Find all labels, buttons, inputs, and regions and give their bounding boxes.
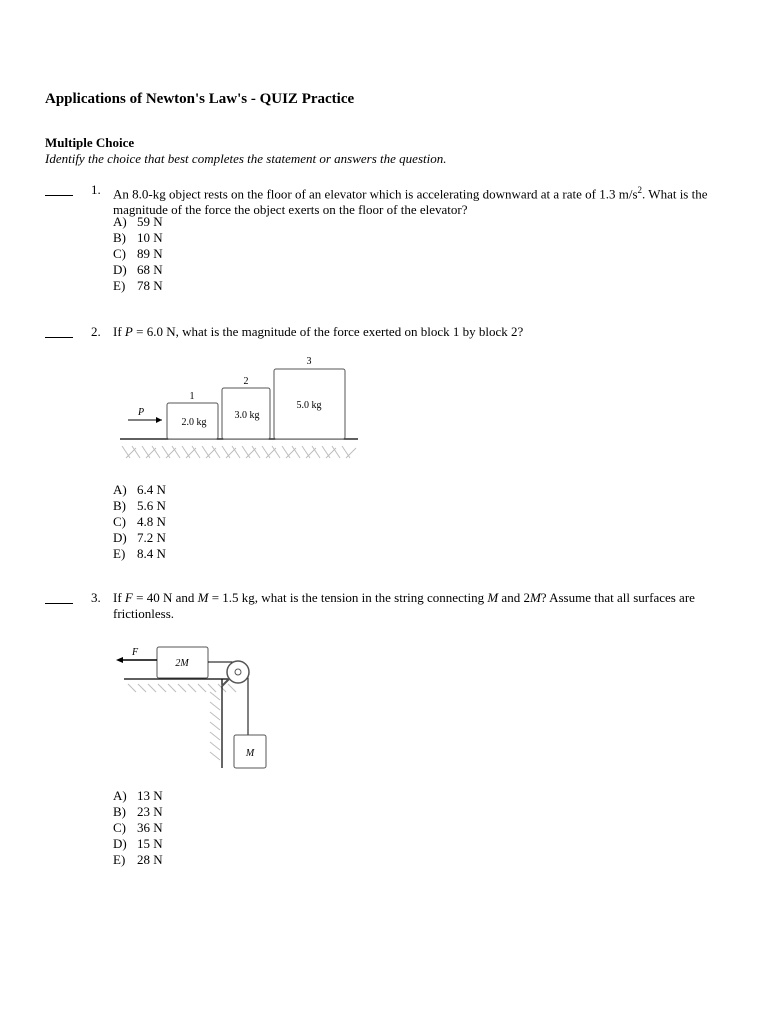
choice-c[interactable]: C) 89 N — [113, 246, 163, 261]
choice-b[interactable]: B) 10 N — [113, 230, 163, 245]
choice-list — [113, 788, 163, 868]
choice-b[interactable]: B) 5.6 N — [113, 498, 166, 513]
arrowhead-icon — [156, 417, 162, 423]
choice-d[interactable]: D) 15 N — [113, 836, 163, 851]
block-3-number: 3 — [306, 356, 312, 367]
block-2m-label: 2M — [175, 658, 189, 669]
choice-list — [113, 482, 166, 562]
force-label: F — [132, 647, 139, 658]
block-1-number: 1 — [189, 391, 195, 402]
answer-blank[interactable] — [45, 324, 73, 338]
choice-list — [113, 214, 163, 294]
choice-d[interactable]: D) 68 N — [113, 262, 163, 277]
answer-blank[interactable] — [45, 182, 73, 196]
force-label: P — [138, 407, 145, 418]
choice-c[interactable]: C) 36 N — [113, 820, 163, 835]
question-number: 3. — [91, 590, 101, 605]
choice-a[interactable]: A) 59 N — [113, 214, 163, 229]
question-text: If F = 40 N and M = 1.5 kg, what is the tension in the string connecting M and 2M? Assume that all surfaces are frictionless. — [113, 590, 695, 621]
choice-c[interactable]: C) 4.8 N — [113, 514, 166, 529]
question-text: An 8.0-kg object rests on the floor of an elevator which is accelerating downward at a rate of 1.3 $m/s^2$. What is the magnitude of the force the object exerts on the floor of the elevator? — [113, 185, 708, 218]
blocks-figure — [110, 352, 370, 468]
choice-a[interactable]: A) 6.4 N — [113, 482, 166, 497]
choice-d[interactable]: D) 7.2 N — [113, 530, 166, 545]
choice-e[interactable]: E) 8.4 N — [113, 546, 166, 561]
question-text: If P = 6.0 N, what is the magnitude of the force exerted on block 1 by block 2? — [113, 324, 524, 339]
answer-blank[interactable] — [45, 590, 73, 604]
question-number: 2. — [91, 324, 101, 339]
block-3-mass: 5.0 kg — [296, 400, 322, 411]
block-2-number: 2 — [243, 376, 249, 387]
block-1-mass: 2.0 kg — [181, 417, 207, 428]
section-heading: Multiple Choice — [45, 135, 135, 150]
instructions: Identify the choice that best completes the statement or answers the question. — [45, 151, 447, 166]
table-hatching — [128, 684, 236, 760]
block-2-mass: 3.0 kg — [234, 410, 260, 421]
choice-a[interactable]: A) 13 N — [113, 788, 163, 803]
choice-e[interactable]: E) 78 N — [113, 278, 163, 293]
floor-hatching — [122, 446, 356, 458]
question-number: 1. — [91, 182, 101, 197]
pulley-axle — [235, 669, 241, 675]
choice-b[interactable]: B) 23 N — [113, 804, 163, 819]
arrowhead-icon — [116, 657, 123, 663]
choice-e[interactable]: E) 28 N — [113, 852, 163, 867]
block-m-label: M — [245, 748, 255, 759]
page-title: Applications of Newton's Law's - QUIZ Practice — [45, 91, 355, 107]
pulley-figure — [110, 640, 280, 775]
